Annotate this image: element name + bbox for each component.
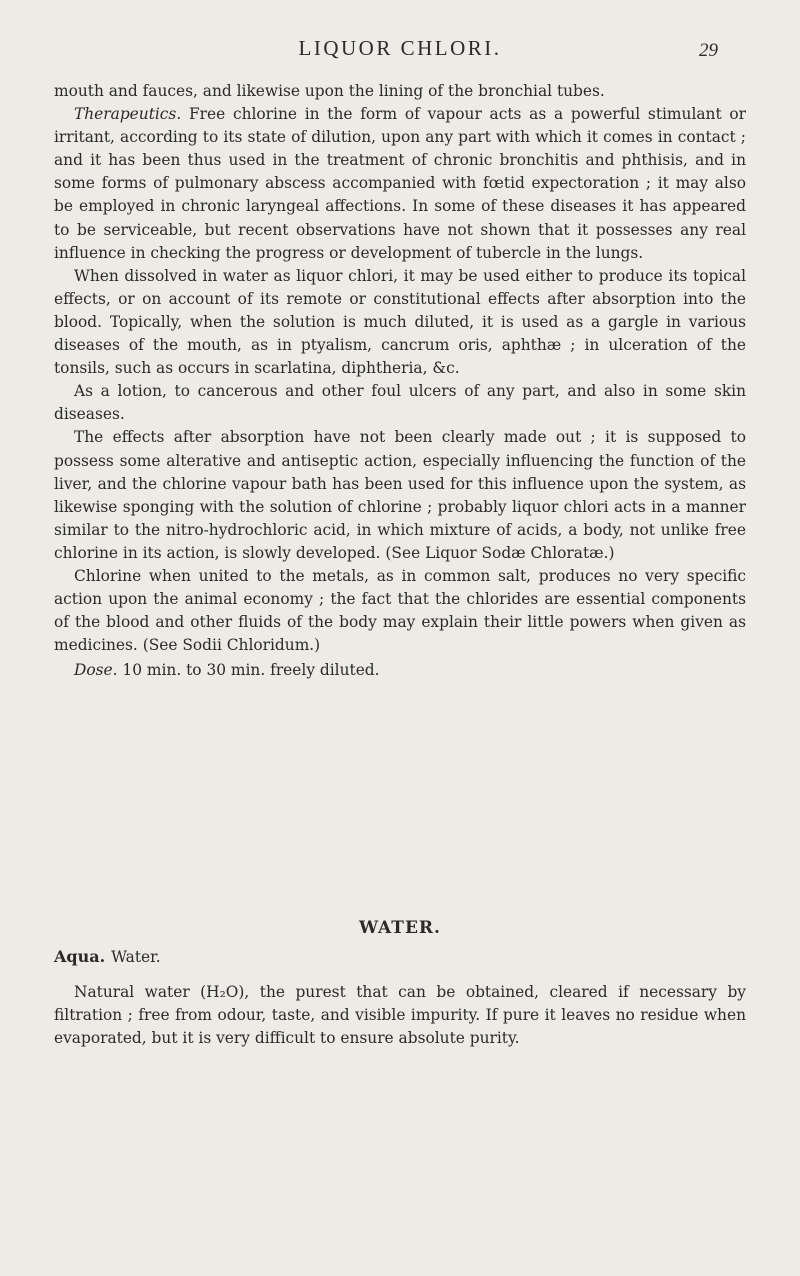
paragraph-water: Natural water (H₂O), the purest that can be obtained, cleared if necessary by filtration ; free from odour, taste, and visible impurity. If pure it leaves no residue when evaporated, but it is very difficult to ensure absolute purity.: [54, 983, 746, 1048]
section-heading-water: WATER.: [359, 918, 441, 938]
paragraph-therapeutics: [54, 103, 746, 265]
paragraph-lotion: As a lotion, to cancerous and other foul ulcers of any part, and also in some skin diseases.: [54, 382, 746, 424]
paragraph-absorption: The effects after absorption have not been clearly made out ; it is supposed to possess some alterative and antiseptic action, especially influencing the function of the liver, and the chlorine vapour bath has been used for this influence upon the system, as likewise sponging with the solution of chlorine ; probably liquor chlori acts in a manner similar to the nitro-hydrochloric acid, in which mixture of acids, a body, not unlike free chlorine in its action, is slowly developed. (See Liquor Sodæ Chloratæ.): [54, 428, 746, 562]
dose-text: 10 min. to 30 min. freely diluted.: [117, 661, 380, 680]
dose-label: Dose.: [74, 661, 118, 680]
paragraph-dissolved: When dissolved in water as liquor chlori, it may be used either to produce its topical effects, or on account of its remote or constitutional effects after absorption into the blood. Topically, when the solution is much diluted, it is used as a gargle in various diseases of the mouth, as in ptyalism, cancrum oris, aphthæ ; in ulceration of the tonsils, such as occurs in scarlatina, diphtheria, &c.: [54, 266, 746, 378]
page-number: 29: [699, 40, 718, 61]
aqua-english-name: Water.: [111, 948, 161, 966]
water-section: [54, 945, 746, 1050]
therapeutics-text: Free chlorine in the form of vapour acts as a powerful stimulant or irritant, according to its state of dilution, upon any part with which it comes in contact ; and it has been thus used in the treatment of chronic bronchitis and phthisis, and in some forms of pulmonary abscess accompanied with fœtid expectoration ; it may also be employed in chronic laryngeal affections. In some of these diseases it has appeared to be serviceable, but recent observations have not shown that it possesses any real influence in checking the progress or development of tubercle in the lungs.: [54, 105, 746, 262]
therapeutics-label: Therapeutics.: [74, 105, 182, 124]
paragraph-chlorides: Chlorine when united to the metals, as in common salt, produces no very specific action upon the animal economy ; the fact that the chlorides are essential components of the blood and other fluids of the body may explain their little powers when given as medicines. (See Sodii Chloridum.): [54, 566, 746, 655]
paragraph-dose: [54, 659, 746, 682]
running-title: LIQUOR CHLORI.: [298, 36, 502, 60]
aqua-title: [54, 945, 746, 969]
paragraph-continuation: mouth and fauces, and likewise upon the lining of the bronchial tubes.: [54, 82, 605, 100]
main-text: [54, 80, 746, 682]
aqua-latin-name: Aqua.: [54, 947, 106, 966]
running-head: [0, 32, 800, 68]
